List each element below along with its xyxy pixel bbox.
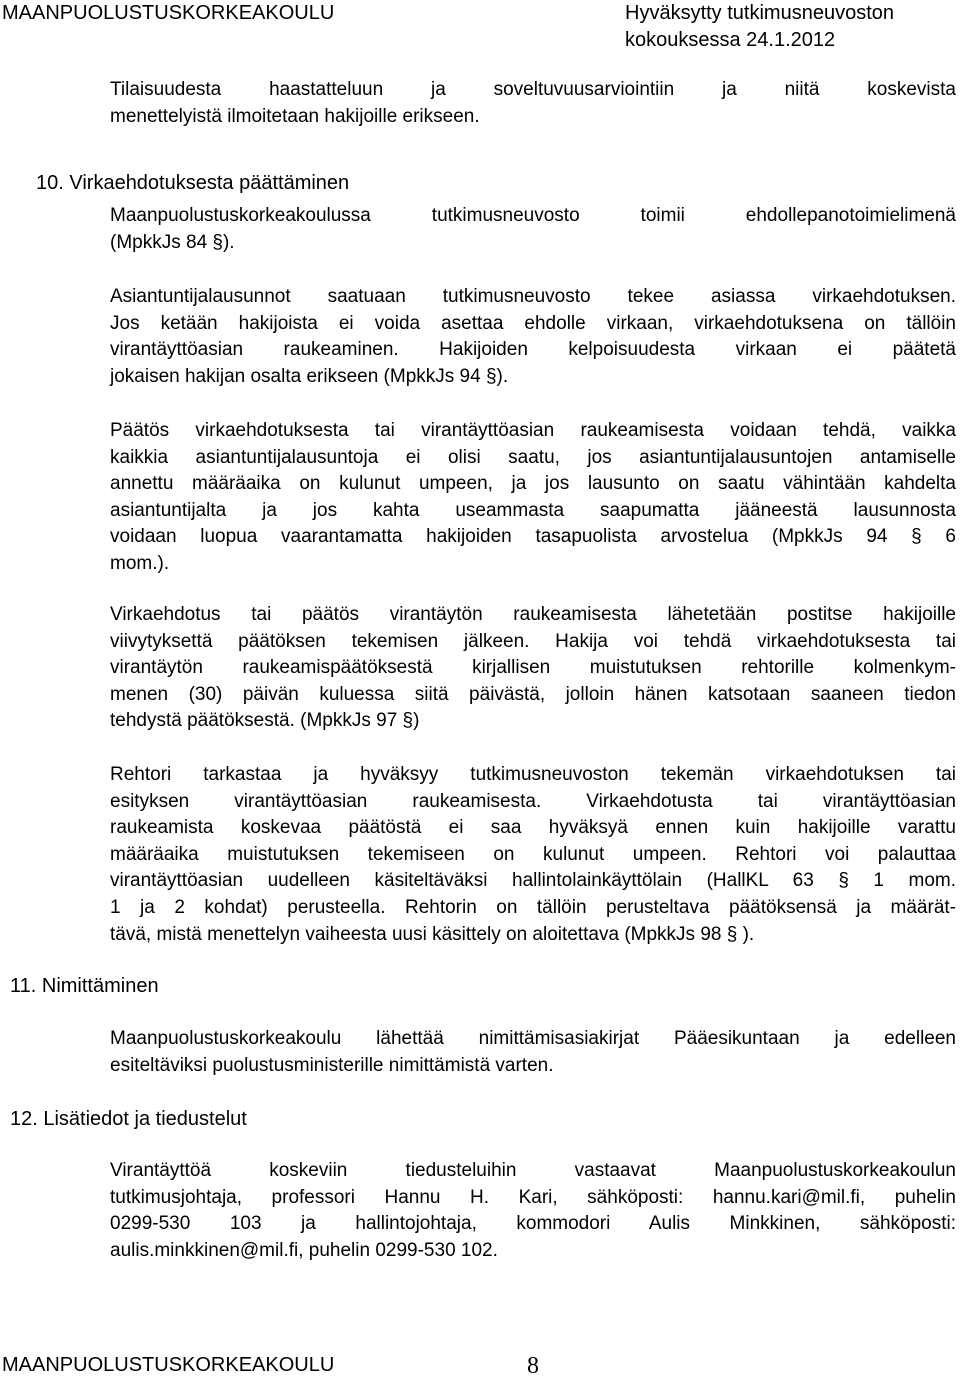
text-line: 0299-530 103 ja hallintojohtaja, kommodori Aulis Minkkinen, sähköposti:: [110, 1213, 956, 1235]
section-10-paragraph-2: [110, 284, 956, 390]
text-line: esityksen virantäyttöasian raukeamisesta. Virkaehdotusta tai virantäyttöasian: [110, 790, 956, 812]
text-line: Rehtori tarkastaa ja hyväksyy tutkimusneuvoston tekemän virkaehdotuksen tai: [110, 764, 956, 785]
header-approval-line2: kokouksessa 24.1.2012: [625, 29, 836, 51]
header-approval-line1: Hyväksytty tutkimusneuvoston: [625, 2, 894, 24]
footer-organization: MAANPUOLUSTUSKORKEAKOULU: [2, 1354, 335, 1376]
section-10-paragraph-5: [110, 762, 956, 948]
text-line: tehdystä päätöksestä. (MpkkJs 97 §): [110, 710, 420, 732]
text-line: 1 ja 2 kohdat) perusteella. Rehtorin on tällöin perusteltava päätöksensä ja määrät-: [110, 896, 956, 918]
section-10-paragraph-1: [110, 203, 956, 256]
text-line: Päätös virkaehdotuksesta tai virantäyttöasian raukeamisesta voidaan tehdä, vaikka: [110, 420, 956, 441]
text-line: asiantuntijalta ja jos kahta useammasta saapumatta jääneestä lausunnosta: [110, 499, 956, 521]
section-10-paragraph-4: [110, 602, 956, 735]
text-line: tutkimusjohtaja, professori Hannu H. Kari, sähköposti: hannu.kari@mil.fi, puhelin: [110, 1186, 956, 1208]
text-line: tävä, mistä menettelyn vaiheesta uusi käsittely on aloitettava (MpkkJs 98 § ).: [110, 923, 755, 945]
text-line: määräaika muistutuksen tekemiseen on kulunut umpeen. Rehtori voi palauttaa: [110, 843, 956, 865]
text-line: menen (30) päivän kuluessa siitä päivästä, jolloin hänen katsotaan saaneen tiedon: [110, 683, 956, 705]
text-line: mom.).: [110, 552, 170, 574]
section-12-heading: 12. Lisätiedot ja tiedustelut: [10, 1108, 247, 1130]
section-11-heading: 11. Nimittäminen: [10, 975, 159, 997]
text-line: annettu määräaika on kulunut umpeen, ja jos lausunto on saatu vähintään kahdelta: [110, 473, 956, 495]
header-organization: MAANPUOLUSTUSKORKEAKOULU: [2, 2, 335, 24]
text-line: Asiantuntijalausunnot saatuaan tutkimusneuvosto tekee asiassa virkaehdotuksen.: [110, 286, 956, 307]
section-10-paragraph-3: [110, 418, 956, 578]
text-line: Maanpuolustuskorkeakoulu lähettää nimittämisasiakirjat Pääesikuntaan ja edelleen: [110, 1028, 956, 1049]
intro-paragraph: [110, 77, 956, 130]
text-line: Maanpuolustuskorkeakoulussa tutkimusneuvosto toimii ehdollepanotoimielimenä: [110, 205, 956, 226]
text-line: Tilaisuudesta haastatteluun ja soveltuvuusarviointiin ja niitä koskevista: [110, 79, 956, 100]
text-line: virantäytön raukeamispäätöksestä kirjallisen muistutuksen rehtorille kolmenkym-: [110, 657, 956, 679]
text-line: virantäyttöasian raukeaminen. Hakijoiden kelpoisuudesta virkaan ei päätetä: [110, 339, 956, 361]
text-line: Virkaehdotus tai päätös virantäytön raukeamisesta lähetetään postitse hakijoille: [110, 604, 956, 625]
text-line: kaikkia asiantuntijalausuntoja ei olisi saatu, jos asiantuntijalausuntojen antamiselle: [110, 446, 956, 468]
text-line: jokaisen hakijan osalta erikseen (MpkkJs 94 §).: [110, 365, 509, 387]
text-line: Virantäyttöä koskeviin tiedusteluihin vastaavat Maanpuolustuskorkeakoulun: [110, 1160, 956, 1181]
text-line: menettelyistä ilmoitetaan hakijoille erikseen.: [110, 105, 480, 127]
text-line: viivytyksettä päätöksen tekemisen jälkeen. Hakija voi tehdä virkaehdotuksesta tai: [110, 630, 956, 652]
section-12-paragraph-1: [110, 1158, 956, 1264]
text-line: esiteltäviksi puolustusministerille nimittämistä varten.: [110, 1054, 554, 1076]
text-line: virantäyttöasian uudelleen käsiteltäväksi hallintolainkäyttölain (HallKL 63 § 1 mom.: [110, 870, 956, 892]
text-line: (MpkkJs 84 §).: [110, 231, 235, 253]
text-line: Jos ketään hakijoista ei voida asettaa ehdolle virkaan, virkaehdotuksena on tällöin: [110, 312, 956, 334]
page-number: 8: [527, 1353, 539, 1379]
section-10-heading: 10. Virkaehdotuksesta päättäminen: [36, 172, 350, 194]
text-line: raukeamista koskevaa päätöstä ei saa hyväksyä ennen kuin hakijoille varattu: [110, 817, 956, 839]
text-line: voidaan luopua vaarantamatta hakijoiden tasapuolista arvostelua (MpkkJs 94 § 6: [110, 526, 956, 548]
section-11-paragraph-1: [110, 1026, 956, 1079]
text-line: aulis.minkkinen@mil.fi, puhelin 0299-530 102.: [110, 1239, 498, 1261]
